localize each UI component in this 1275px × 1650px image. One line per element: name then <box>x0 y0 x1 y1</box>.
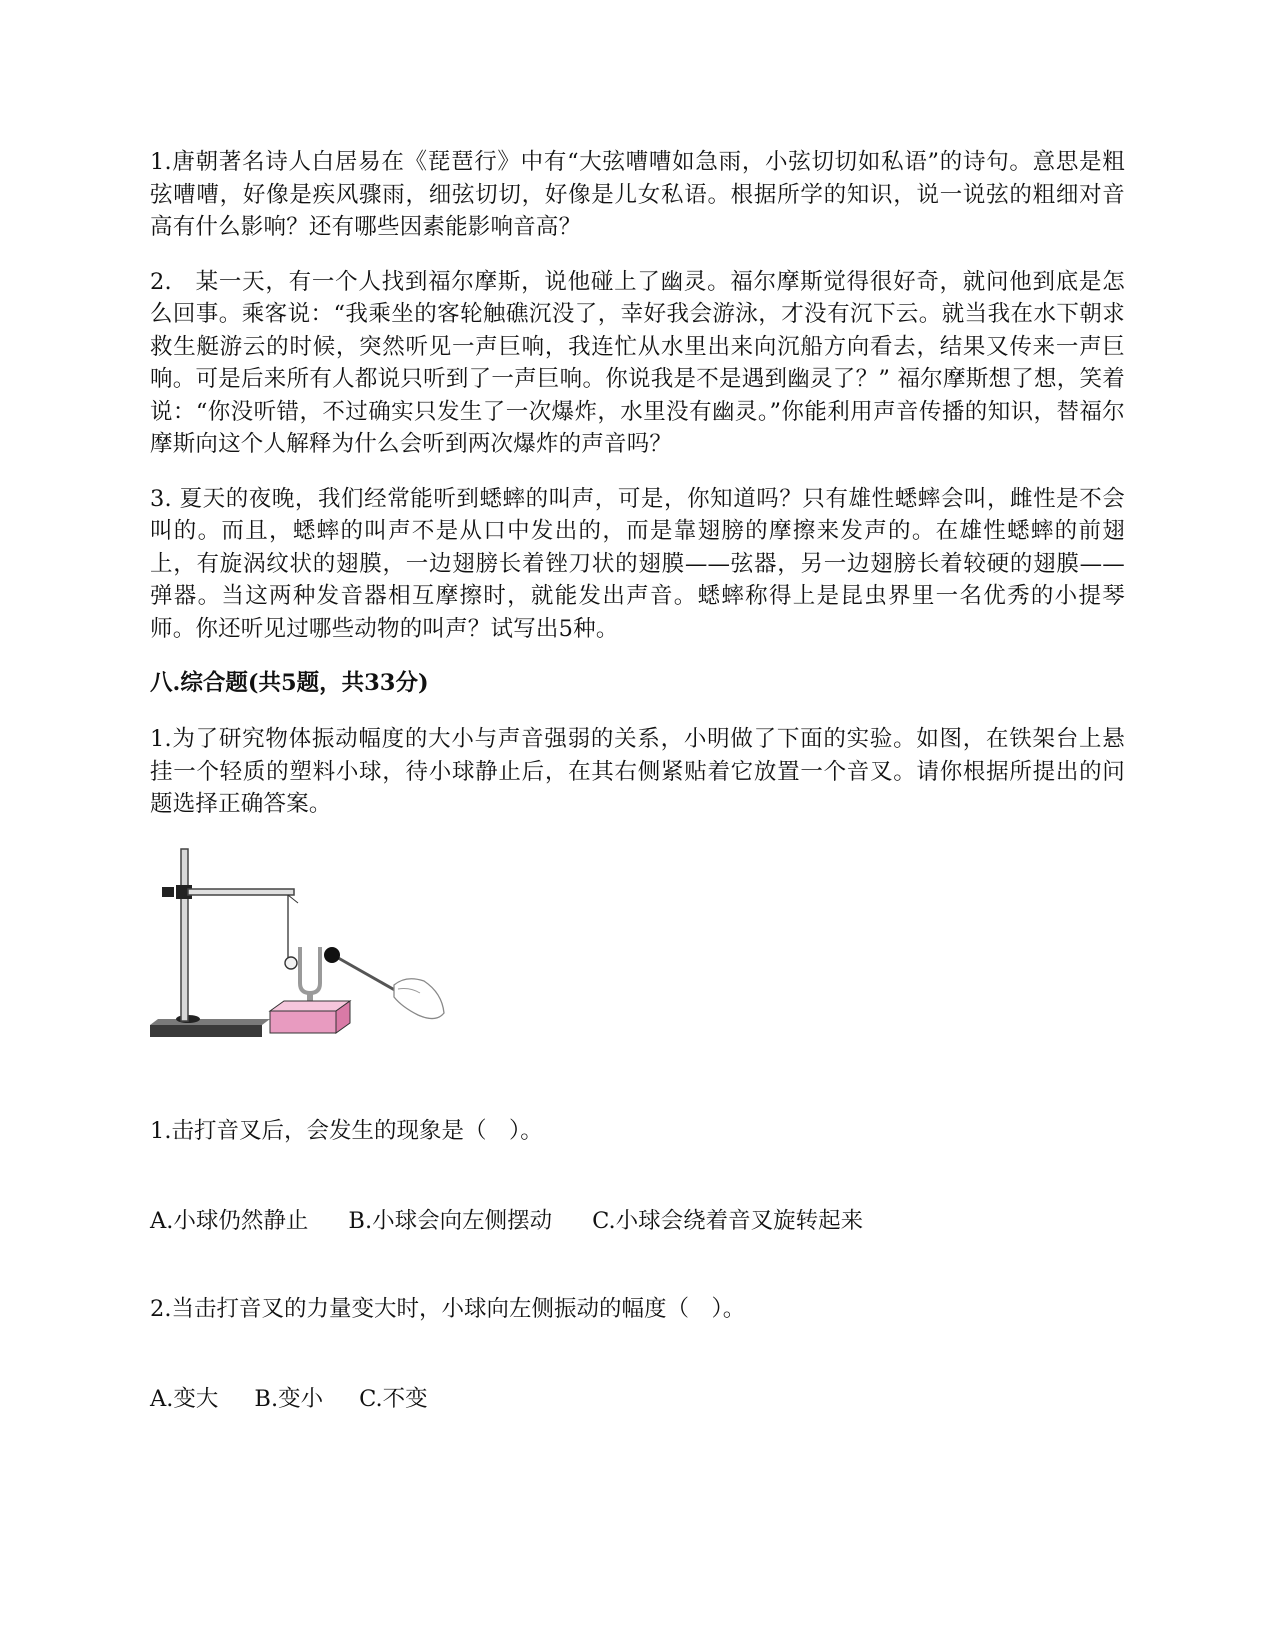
resonance-box <box>270 1001 350 1033</box>
question-paragraph-1: 1.唐朝著名诗人白居易在《琵琶行》中有“大弦嘈嘈如急雨，小弦切切如私语”的诗句。意思是粗弦嘈嘈，好像是疾风骤雨，细弦切切，好像是儿女私语。根据所学的知识，说一说弦的粗细对音高有什么影响？还有哪些因素能影响音高？ <box>150 149 1125 240</box>
experiment-figure <box>150 843 470 1063</box>
experiment-intro: 1.为了研究物体振动幅度的大小与声音强弱的关系，小明做了下面的实验。如图，在铁架台上悬挂一个轻质的塑料小球，待小球静止后，在其右侧紧贴着它放置一个音叉。请你根据所提出的问题选择正确答案。 <box>150 726 1125 817</box>
experiment-illustration <box>150 843 470 1063</box>
sub-question-1-options <box>150 1205 1125 1237</box>
section-title: 八.综合题(共5题，共33分) <box>150 670 429 696</box>
document-page <box>150 146 1125 1415</box>
option-2b[interactable]: B.变小 <box>254 1385 324 1412</box>
option-1c[interactable]: C.小球会绕着音叉旋转起来 <box>592 1207 864 1234</box>
tuning-fork <box>300 947 320 1007</box>
option-2a[interactable]: A.变大 <box>150 1385 219 1412</box>
option-2c[interactable]: C.不变 <box>359 1385 428 1412</box>
option-1a[interactable]: A.小球仍然静止 <box>150 1207 309 1234</box>
question-paragraph-3: 3. 夏天的夜晚，我们经常能听到蟋蟀的叫声，可是，你知道吗？只有雄性蟋蟀会叫，雌性是不会叫的。而且，蟋蟀的叫声不是从口中发出的，而是靠翅膀的摩擦来发声的。在雄性蟋蟀的前翅上，有旋涡纹状的翅膜，一边翅膀长着锉刀状的翅膜——弦器，另一边翅膀长着较硬的翅膜——弹器。当这两种发音器相互摩擦时，就能发出声音。蟋蟀称得上是昆虫界里一名优秀的小提琴师。你还听见过哪些动物的叫声？试写出5种。 <box>150 485 1125 642</box>
question-paragraph-2: 2. 某一天，有一个人找到福尔摩斯，说他碰上了幽灵。福尔摩斯觉得很好奇，就问他到底是怎么回事。乘客说：“我乘坐的客轮触礁沉没了，幸好我会游泳，才没有沉下云。就当我在水下朝求救生艇游云的时候，突然听见一声巨响，我连忙从水里出来向沉船方向看去，结果又传来一声巨响。可是后来所有人都说只听到了一声巨响。你说我是不是遇到幽灵了？” 福尔摩斯想了想，笑着说：“你没听错，不过确实只发生了一次爆炸，水里没有幽灵。”你能利用声音传播的知识，替福尔摩斯向这个人解释为什么会听到两次爆炸的声音吗？ <box>150 268 1125 457</box>
suspended-ball <box>285 895 298 969</box>
option-1b[interactable]: B.小球会向左侧摆动 <box>348 1207 553 1234</box>
sub-question-2: 2.当击打音叉的力量变大时，小球向左侧振动的幅度（ ）。 <box>150 1295 746 1322</box>
sub-question-2-options <box>150 1383 1125 1415</box>
sub-question-1: 1.击打音叉后，会发生的现象是（ ）。 <box>150 1117 543 1144</box>
